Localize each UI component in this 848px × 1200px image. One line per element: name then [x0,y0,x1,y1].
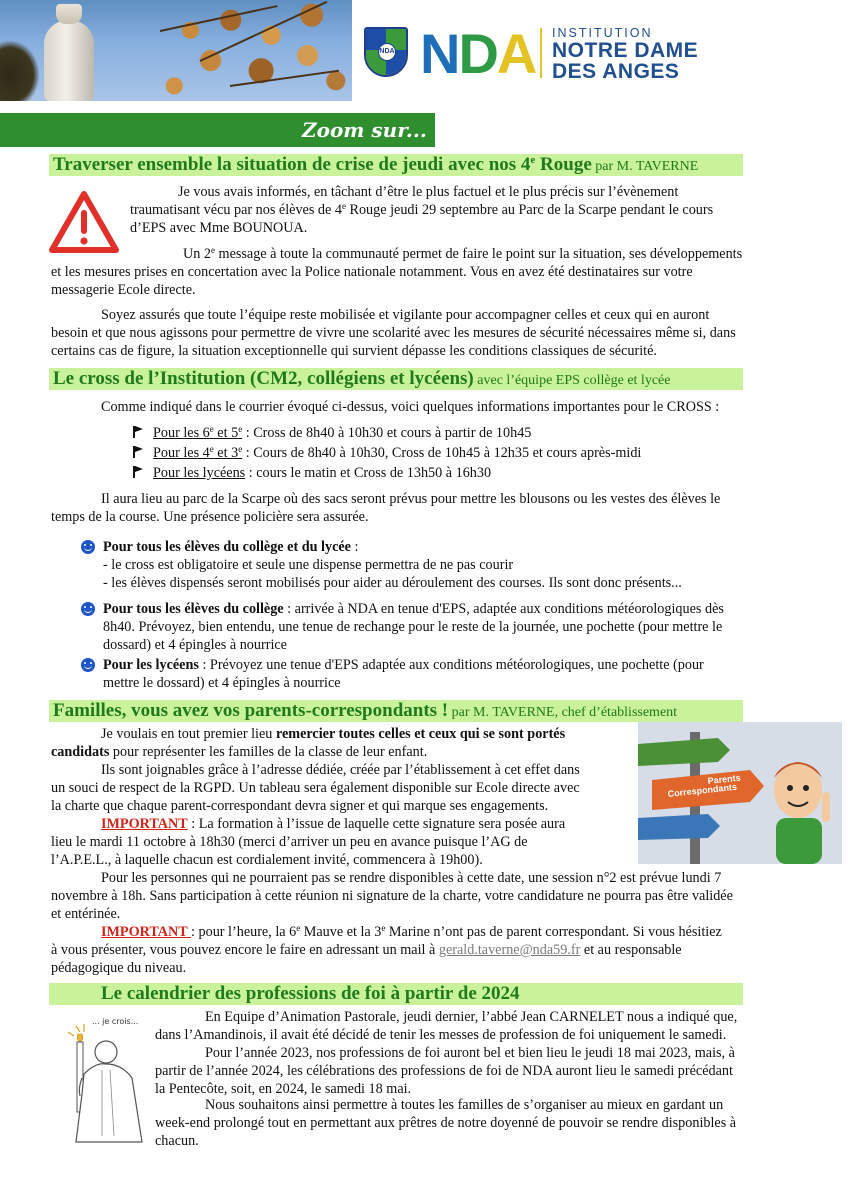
nda-logo: NDA [420,22,536,85]
crisis-paragraph-3: Soyez assurés que toute l’équipe reste mobilisée et vigilante pour accompagner celles et ceux qui en auront besoin et que nous agissons pour permettre de vivre une scolarité avec les mesures de sécurité nécessaires même si, dans certains cas de figure, la situation exceptionnelle qui survient dépasse les conditions classiques de sécurité. [51,307,736,359]
section-header-cross: Le cross de l’Institution (CM2, collégiens et lycéens) avec l’équipe EPS collège et lycée [49,368,743,390]
section-header-parents: Familles, vous avez vos parents-correspondants ! par M. TAVERNE, chef d’établissement [49,700,743,722]
flag-icon [133,426,143,438]
smiley-icon [81,602,95,616]
list-item: Pour les 6e et 5e : Cross de 8h40 à 10h30 et cours à partir de 10h45 [133,424,753,442]
parents-paragraph-3: IMPORTANT : La formation à l’issue de laquelle cette signature sera posée aura lieu le mardi 11 octobre à 18h30 (merci d’arriver un peu en avance puisque l’AG de l’A.P.E.L., à laquelle chacun est cordialement invité, commencera à 19h00). [51,816,566,868]
cross-intro: Comme indiqué dans le courrier évoqué ci-dessus, voici quelques informations importantes pour le CROSS : [101,399,720,415]
section-header-crisis: Traverser ensemble la situation de crise de jeudi avec nos 4e Rouge par M. TAVERNE [49,154,743,176]
parents-paragraph-4: Pour les personnes qui ne pourraient pas se rendre disponibles à cette date, une session n°2 est prévue lundi 7 novembre à 18h. Sans participation à cette réunion ni signature de la charte, votre candidature ne pourra pas être validée et entérinée. [51,870,733,922]
parents-paragraph-1: Je voulais en tout premier lieu remercier toutes celles et ceux qui se sont portés candidats pour représenter les familles de la classe de leur enfant. [51,726,566,760]
cross-place-paragraph: Il aura lieu au parc de la Scarpe où des sacs seront prévus pour mettre les blousons ou les vestes des élèves le temps de la course. Une présence policière sera assurée. [51,491,721,525]
email-link[interactable]: gerald.taverne@nda59.fr [438,942,581,958]
shield-mark: NDA [378,43,396,61]
smiley-icon [81,540,95,554]
profession-de-foi-illustration [56,1008,158,1146]
logo-separator [540,28,542,78]
crisis-paragraph-2: Un 2e message à toute la communauté permet de faire le point sur la situation, ses développements et les mesures prises en concertation avec la Police nationale notamment. Vous en avez été destinataires sur votre messagerie Ecole directe. [51,245,743,298]
school-shield-logo [364,27,408,77]
section-header-faith: Le calendrier des professions de foi à partir de 2024 [49,983,743,1005]
faith-paragraph-1: En Equipe d’Animation Pastorale, jeudi dernier, l’abbé Jean CARNELET nous a indiqué que, dans l’Amandinois, il avait été décidé de tenir les messes de profession de foi uniquement le samedi. [155,1009,738,1043]
crisis-paragraph-1: Je vous avais informés, en tâchant d’être le plus factuel et le plus précis sur l’évènement traumatisant vécu par nos élèves de 4e Rouge jeudi 29 septembre au Parc de la Scarpe pendant le cours d’EPS avec Mme BOUNOUA. [130,184,714,236]
cross-schedule-list [133,424,753,482]
important-label: IMPORTANT [101,924,192,940]
cross-bullet-2: Pour tous les élèves du collège : arrivée à NDA en tenue d'EPS, adaptée aux conditions météorologiques dès 8h40. Prévoyez, bien entendu, une tenue de rechange pour le reste de la journée, une pochette (pour mettre le dossard) et 4 épingles à nourrice [103,601,724,653]
parents-paragraph-5: IMPORTANT : pour l’heure, la 6e Mauve et la 3e Marine n’ont pas de parent correspondant. Si vous hésitiez à vous présenter, vous pouvez encore le faire en adressant un mail à gerald.taverne@nda59.fr et au responsable pédagogique du niveau. [51,923,722,976]
smiley-icon [81,658,95,672]
parents-paragraph-2: Ils sont joignables grâce à l’adresse dédiée, créée par l’établissement à cet effet dans un souci de respect de la RGPD. Un tableau sera également disponible sur Ecole directe avec la charte que chaque parent-correspondant devra signer et qui marque ses engagements. [51,762,580,814]
cross-bullet-3: Pour les lycéens : Prévoyez une tenue d'EPS adaptée aux conditions météorologiques, une pochette (pour mettre le dossard) et 4 épingles à nourrice [103,657,704,691]
faith-paragraph-2: Pour l’année 2023, nos professions de foi auront bel et bien lieu le jeudi 18 mai 2023, mais, à partir de l’année 2024, les célébrations des professions de foi de NDA auront lieu le samedi précédant la Pentecôte, soit, en 2024, le samedi 18 mai. [155,1045,735,1097]
important-label: IMPORTANT [101,816,188,832]
header-photo [0,0,352,101]
faith-paragraph-3: Nous souhaitons ainsi permettre à toutes les familles de s’organiser au mieux en gardant un week-end prolongé tout en permettant aux prêtres de notre doyenné de pouvoir se rendre disponibles à chacun. [155,1097,737,1149]
list-item: Pour les lycéens : cours le matin et Cross de 13h50 à 16h30 [133,464,753,482]
parents-correspondants-illustration [638,722,842,864]
institution-name: INSTITUTION NOTRE DAME DES ANGES [552,26,699,83]
list-item: Pour les 4e et 3e : Cours de 8h40 à 10h30, Cross de 10h45 à 12h35 et cours après-midi [133,444,753,462]
illustration-caption: ... je crois... [92,1017,139,1026]
sign-parents: Parents [707,772,742,786]
sign-correspondants: Correspondants [667,781,738,799]
flag-icon [133,446,143,458]
zoom-banner-title: Zoom sur... [302,118,427,142]
flag-icon [133,466,143,478]
cross-bullet-1: Pour tous les élèves du collège et du lycée : - le cross est obligatoire et seule une dispense permettra de ne pas courir - les élèves dispensés seront mobilisés pour aider au déroulement des courses. Ils sont donc présents... [103,539,682,591]
